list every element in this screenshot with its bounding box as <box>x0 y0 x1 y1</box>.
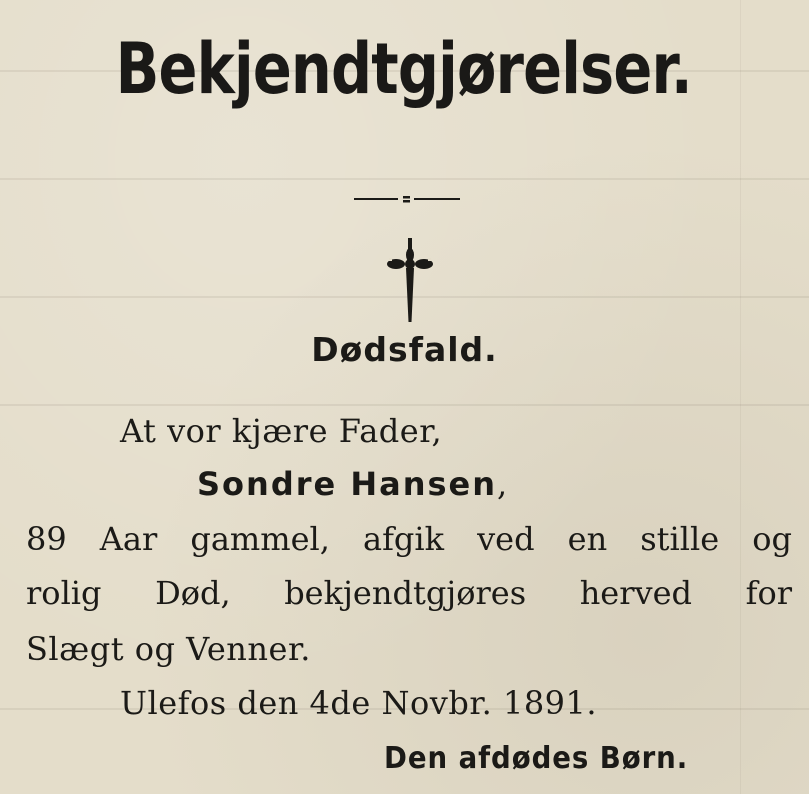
column-rule <box>740 0 741 794</box>
divider-ornament <box>354 192 460 206</box>
body-line: Slægt og Venner. <box>26 630 311 668</box>
bleed-through-line <box>0 404 809 406</box>
place-date: Ulefos den 4de Novbr. 1891. <box>120 684 598 722</box>
signature: Den afdødes Børn. <box>384 741 689 776</box>
body-line: 89 Aar gammel, afgik ved en stille og <box>26 520 792 558</box>
deceased-name-line <box>197 465 508 503</box>
bleed-through-line <box>0 178 809 180</box>
notice-title: Dødsfald. <box>311 330 498 369</box>
name-comma: , <box>497 465 508 503</box>
intro-line: At vor kjære Fader, <box>120 412 443 450</box>
section-heading: Bekjendtgjørelser. <box>115 28 692 110</box>
deceased-name: Sondre Hansen <box>197 465 498 503</box>
cross-icon <box>386 238 434 324</box>
body-line: rolig Død, bekjendtgjøres herved for <box>26 574 792 612</box>
